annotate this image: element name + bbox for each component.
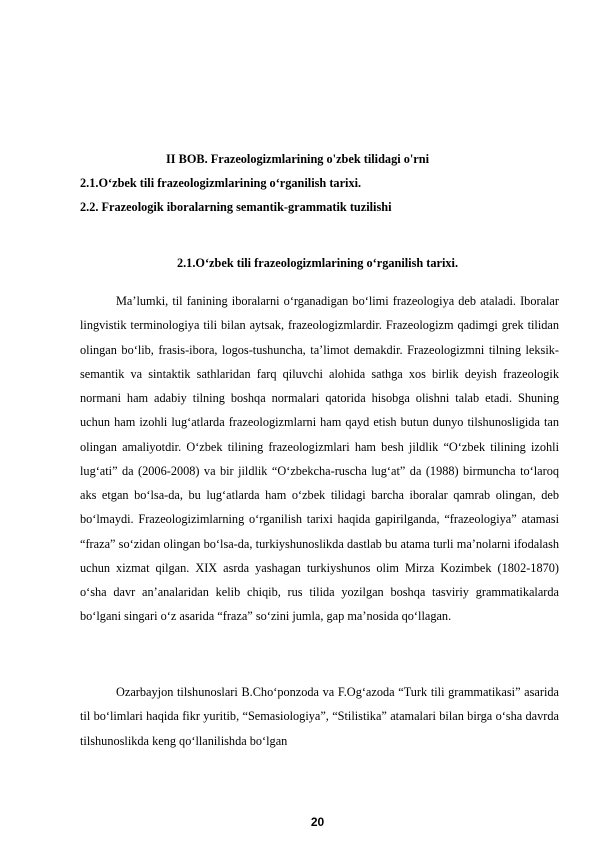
body-paragraph: Ma’lumki, til fanining iboralarni o‘rganadigan bo‘limi frazeologiya deb ataladi. Iboralar lingvistik terminologiya tili bilan aytsak, frazeologizmlardir. Frazeologizm qadimgi grek tilidan olingan bo‘lib, frasis-ibora, logos-tushuncha, ta’limot demakdir. Frazeologizmni tilning leksik-semantik va sintaktik sathlaridan farq qiluvchi alohida sathga xos birlik deyish frazeologik normani ham adabiy tilning boshqa normalari qatorida hisobga olishni talab etadi. Shuning uchun ham izohli lug‘atlarda frazeologizmlarni ham qayd etish butun dunyo tilshunosligida tan olingan amaliyotdir. O‘zbek tilining frazeologizmlari ham besh jildlik “O‘zbek tilining izohli lug‘ati” da (2006-2008) va bir jildlik “O‘zbekcha-ruscha lug‘at” da (1988) birmuncha to‘laroq aks etgan bo‘lsa-da, bu lug‘atlarda ham o‘zbek tilidagi barcha iboralar qamrab olingan, deb bo‘lmaydi. Frazeologizimlarning o‘rganilish tarixi haqida gapirilganda, “frazeologiya” atamasi “fraza” so‘zidan olingan bo‘lsa-da, turkiyshunoslikda dastlab bu atama turli ma’nolarni ifodalash uchun xizmat qilgan. XIX asrda yashagan turkiyshunos olim Mirza Kozimbek (1802-1870) o‘sha davr an’analaridan kelib chiqib, rus tilida yozilgan boshqa tasviriy grammatikalarda bo‘lgani singari o‘z asarida “fraza” so‘zini jumla, gap ma’nosida qo‘llagan. xyxy=(80,294,559,624)
chapter-title: II BOB. Frazeologizmlarining o'zbek tilidagi o'rni xyxy=(165,152,429,166)
toc-item-2-1: 2.1.O‘zbek tili frazeologizmlarining o‘rganilish tarixi. xyxy=(80,176,362,190)
section-heading: 2.1.O‘zbek tili frazeologizmlarining o‘rganilish tarixi. xyxy=(176,256,459,270)
page-number: 20 xyxy=(310,815,325,829)
toc-item-2-2: 2.2. Frazeologik iboralarning semantik-grammatik tuzilishi xyxy=(80,200,392,214)
body-paragraph: Ozarbayjon tilshunoslari B.Cho‘ponzoda va F.Og‘azoda “Turk tili grammatikasi” asarida til bo‘limlari haqida fikr yuritib, “Semasiologiya”, “Stilistika” atamalari bilan birga o‘sha davrda tilshunoslikda keng qo‘llanilishda bo‘lgan xyxy=(80,685,559,748)
